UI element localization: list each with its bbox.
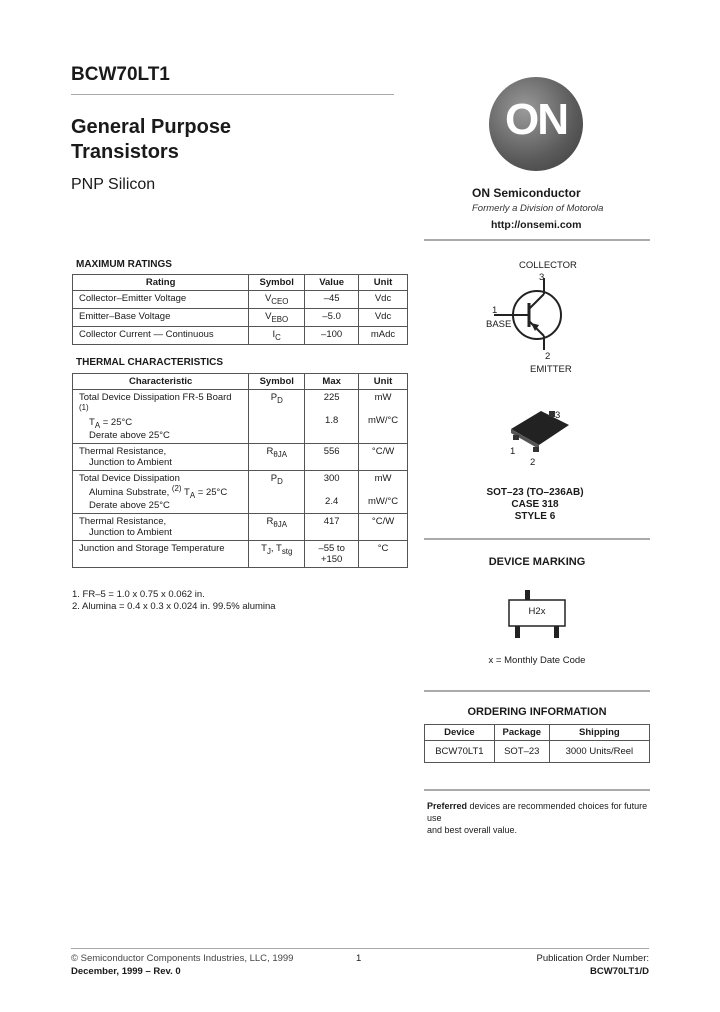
package-info — [460, 487, 610, 523]
characteristic-cell: Thermal Resistance, Junction to Ambient — [73, 444, 249, 471]
pin2-lead — [533, 447, 539, 452]
max-cell: –55 to +150 — [305, 541, 359, 568]
unit-cell: mAdc — [359, 326, 408, 344]
pin1-label: 1 — [492, 305, 498, 316]
section-rule — [424, 538, 650, 540]
symbol-cell: $V_{EBO}$ — [249, 308, 305, 326]
preferred-note: Preferred devices are recommended choices for future use and best overall value. — [427, 801, 648, 835]
section-rule — [424, 789, 650, 791]
collector-label: COLLECTOR — [519, 260, 577, 271]
table-row — [73, 514, 408, 541]
marking-right-lead — [554, 626, 559, 638]
max-cell: 417 — [305, 514, 359, 541]
value-cell: –5.0 — [305, 308, 359, 326]
company-formerly: Formerly a Division of Motorola — [472, 203, 604, 214]
footer-page: 1 — [356, 953, 362, 964]
device-cell: BCW70LT1 — [425, 741, 495, 763]
characteristic-cell: Total Device Dissipation Alumina Substrate, $^{(2)}$ $T_A = 25^\circ C$ Derate above 25°C — [73, 471, 249, 514]
characteristic-cell: Junction and Storage Temperature — [73, 541, 249, 568]
footer-date: December, 1999 – Rev. 0 — [71, 966, 181, 977]
symbol-cell: $R_{\theta JA}$ — [249, 444, 305, 471]
base-label: BASE — [486, 319, 512, 330]
page-title — [71, 115, 231, 165]
thermal-heading: THERMAL CHARACTERISTICS — [76, 357, 224, 368]
marking-left-lead — [515, 626, 520, 638]
footer-pub-label: Publication Order Number: — [536, 953, 649, 964]
footer-rule — [71, 948, 649, 949]
collector-lead — [529, 294, 544, 309]
package-line-2: CASE 318 — [511, 499, 559, 510]
unit-cell: mW mW/°C — [359, 390, 408, 444]
device-marking-heading: DEVICE MARKING — [488, 556, 586, 568]
package-body — [511, 411, 569, 445]
rating-cell: Emitter–Base Voltage — [73, 308, 249, 326]
emitter-label: EMITTER — [530, 364, 572, 375]
max-cell: 556 — [305, 444, 359, 471]
footer-copyright: © Semiconductor Components Industries, LLC, 1999 — [71, 953, 294, 964]
rating-cell: Collector Current — Continuous — [73, 326, 249, 344]
pin2-label: 2 — [545, 351, 551, 362]
col-header: Device — [425, 725, 495, 741]
package-cell: SOT–23 — [494, 741, 549, 763]
col-header: Shipping — [549, 725, 649, 741]
value-cell: –45 — [305, 291, 359, 309]
package-pin2: 2 — [530, 457, 536, 468]
characteristic-cell: Total Device Dissipation FR-5 Board $^{(1)}$ $T_A = 25^\circ C$ Derate above 25°C — [73, 390, 249, 444]
table-row — [73, 444, 408, 471]
unit-cell: Vdc — [359, 308, 408, 326]
part-number: BCW70LT1 — [71, 64, 170, 85]
company-name: ON Semiconductor — [472, 186, 581, 200]
shipping-cell: 3000 Units/Reel — [549, 741, 649, 763]
col-header: Unit — [359, 275, 408, 291]
ordering-table — [424, 724, 650, 763]
symbol-cell: $I_C$ — [249, 326, 305, 344]
ordering-heading: ORDERING INFORMATION — [467, 706, 607, 718]
col-header: Symbol — [249, 275, 305, 291]
subtitle: PNP Silicon — [71, 176, 156, 193]
package-line-1: SOT–23 (TO–236AB) — [486, 487, 584, 498]
col-header: Package — [494, 725, 549, 741]
table-row — [73, 541, 408, 568]
table-row — [73, 308, 408, 326]
unit-cell: Vdc — [359, 291, 408, 309]
package-pin3: 3 — [555, 410, 561, 421]
marking-legend: x = Monthly Date Code — [488, 655, 586, 666]
thermal-table — [72, 373, 408, 568]
value-cell: –100 — [305, 326, 359, 344]
pin1-lead — [513, 435, 519, 440]
symbol-cell: $P_D$ — [249, 390, 305, 444]
col-header: Max — [305, 374, 359, 390]
sot23-package-drawing — [505, 405, 575, 455]
section-rule — [424, 239, 650, 241]
pin3-label: 3 — [539, 272, 545, 283]
symbol-cell: $T_J$, $T_{stg}$ — [249, 541, 305, 568]
col-header: Unit — [359, 374, 408, 390]
footer-pub-number: BCW70LT1/D — [590, 966, 649, 977]
col-header: Value — [305, 275, 359, 291]
col-header: Symbol — [249, 374, 305, 390]
table-row — [73, 291, 408, 309]
table-row — [73, 390, 408, 444]
rating-cell: Collector–Emitter Voltage — [73, 291, 249, 309]
max-cell: 300 2.4 — [305, 471, 359, 514]
unit-cell: °C/W — [359, 444, 408, 471]
package-line-3: STYLE 6 — [514, 511, 556, 522]
marking-code: H2x — [528, 606, 546, 617]
col-header: Characteristic — [73, 374, 249, 390]
footnote-1: 1. FR–5 = 1.0 x 0.75 x 0.062 in. — [72, 589, 205, 600]
max-ratings-heading: MAXIMUM RATINGS — [76, 259, 172, 270]
unit-cell: °C/W — [359, 514, 408, 541]
table-row — [425, 741, 650, 763]
on-logo-text: ON — [505, 95, 567, 144]
footnote-2: 2. Alumina = 0.4 x 0.3 x 0.024 in. 99.5% alumina — [72, 601, 276, 612]
unit-cell: °C — [359, 541, 408, 568]
marking-top-lead — [525, 590, 530, 600]
section-rule — [424, 690, 650, 692]
header-rule — [71, 94, 394, 95]
characteristic-cell: Thermal Resistance, Junction to Ambient — [73, 514, 249, 541]
max-cell: 225 1.8 — [305, 390, 359, 444]
company-url[interactable]: http://onsemi.com — [491, 219, 582, 231]
package-pin1: 1 — [510, 446, 516, 457]
title-line-1: General Purpose — [71, 116, 232, 138]
transistor-symbol — [480, 270, 590, 360]
col-header: Rating — [73, 275, 249, 291]
table-row — [73, 326, 408, 344]
unit-cell: mW mW/°C — [359, 471, 408, 514]
symbol-cell: $P_D$ — [249, 471, 305, 514]
max-ratings-table — [72, 274, 408, 345]
table-row — [73, 471, 408, 514]
title-line-2: Transistors — [71, 141, 179, 163]
symbol-cell: $R_{\theta JA}$ — [249, 514, 305, 541]
symbol-cell: $V_{CEO}$ — [249, 291, 305, 309]
